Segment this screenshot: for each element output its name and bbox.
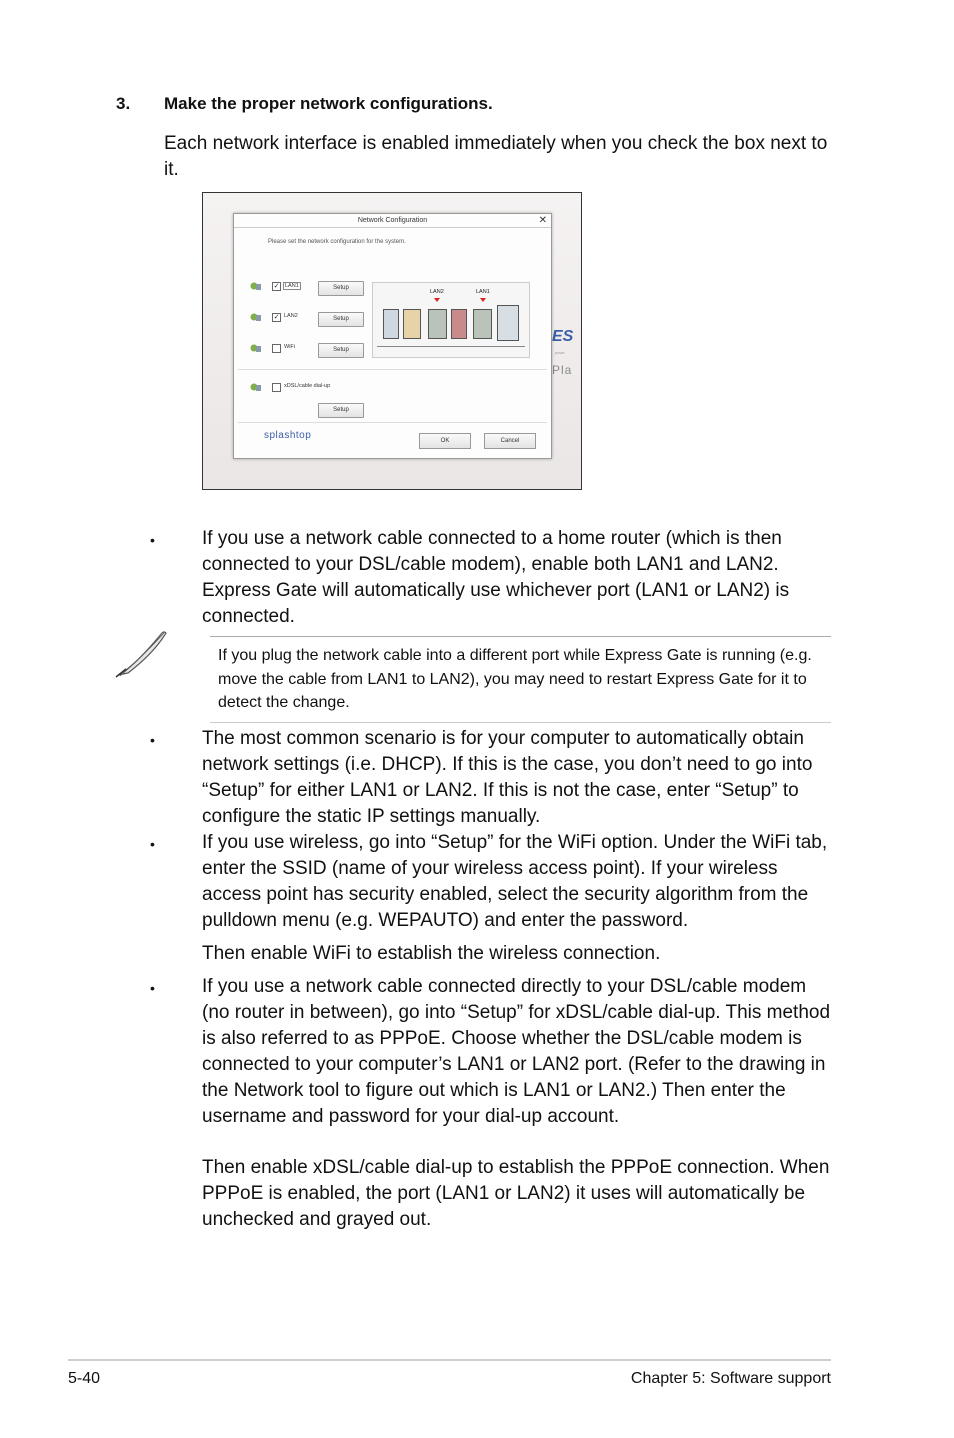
network-icon — [250, 281, 261, 291]
lan1-checkbox[interactable] — [272, 282, 281, 291]
side-brand-platform: Pla — [552, 363, 573, 377]
step-title: Make the proper network configurations. — [164, 94, 493, 113]
ok-button[interactable]: OK — [419, 433, 471, 449]
wifi-followup-text: Then enable WiFi to establish the wireless connection. — [202, 943, 661, 964]
lan2-label: LAN2 — [284, 313, 298, 319]
xdsl-label: xDSL/cable dial-up — [284, 383, 331, 389]
dialog-title: Network Configuration — [234, 214, 551, 228]
dialup-icon — [250, 382, 261, 392]
side-brand-sub: powe — [555, 350, 565, 355]
bullet-text: If you use wireless, go into “Setup” for the WiFi option. Under the WiFi tab, enter the SSID (name of your wireless access point). If your wireless access point has security enabled, select the security algorithm from the pulldown menu (e.g. WEPAUTO) and enter the password. — [202, 832, 828, 931]
arrow-down-icon — [480, 298, 486, 302]
note-border-top — [210, 636, 831, 637]
bullet-dot: • — [150, 532, 155, 548]
splashtop-logo: splashtop — [264, 430, 312, 441]
lan1-port-label: LAN1 — [476, 289, 490, 295]
page-number: 5-40 — [68, 1370, 101, 1387]
port-diagram — [372, 282, 530, 358]
bullet-dot: • — [150, 980, 155, 996]
wifi-label: WiFi — [284, 344, 295, 350]
pppoe-followup-text: Then enable xDSL/cable dial-up to establish the PPPoE connection. When PPPoE is enabled, the port (LAN1 or LAN2) it uses will automatically be unchecked and grayed out. — [202, 1157, 830, 1230]
side-brand-logo: ES — [552, 328, 574, 345]
lan1-label: LAN1 — [285, 283, 299, 289]
xdsl-checkbox[interactable] — [272, 383, 281, 392]
network-icon — [250, 312, 261, 322]
ps2-port-icon — [403, 309, 421, 339]
bullet-text: The most common scenario is for your computer to automatically obtain network settings (i.e. DHCP). If this is the case, you don’t need to go into “Setup” for either LAN1 or LAN2. If this is not the case, enter “Setup” to configure the static IP settings manually. — [202, 728, 813, 827]
divider — [238, 422, 547, 423]
cancel-button[interactable]: Cancel — [484, 433, 536, 449]
close-icon[interactable]: ✕ — [538, 215, 547, 226]
dialog-message: Please set the network configuration for the system. — [268, 239, 406, 245]
esata-port-icon — [451, 309, 467, 339]
wifi-setup-button[interactable]: Setup — [318, 343, 364, 358]
note-feather-icon — [114, 629, 170, 679]
chapter-title: Chapter 5: Software support — [630, 1370, 831, 1387]
lan2-port-icon — [428, 309, 447, 339]
network-config-dialog — [233, 213, 552, 459]
bullet-dot: • — [150, 732, 155, 748]
panel-divider — [377, 346, 525, 347]
network-config-screenshot — [202, 192, 582, 490]
note-text: If you plug the network cable into a different port while Express Gate is running (e.g. move the cable from LAN1 to LAN2), you may need to restart Express Gate for it to detect the change. — [218, 647, 812, 711]
footer-divider — [68, 1359, 831, 1361]
wifi-icon — [250, 343, 261, 353]
lan1-port-icon — [473, 309, 492, 339]
bullet-dot: • — [150, 836, 155, 852]
lan1-setup-button[interactable]: Setup — [318, 281, 364, 296]
note-border-bottom — [210, 722, 831, 723]
step-number: 3. — [116, 94, 131, 113]
bullet-text: If you use a network cable connected to a home router (which is then connected to your DSL/cable modem), enable both LAN1 and LAN2. Express Gate will automatically use whichever port (LAN1 or LAN2) is connected. — [202, 528, 790, 627]
arrow-down-icon — [434, 298, 440, 302]
divider — [238, 369, 547, 370]
lan2-port-label: LAN2 — [430, 289, 444, 295]
lan2-checkbox[interactable] — [272, 313, 281, 322]
checkmark-icon: ✓ — [273, 314, 280, 321]
xdsl-setup-button[interactable]: Setup — [318, 403, 364, 418]
lan2-setup-button[interactable]: Setup — [318, 312, 364, 327]
usb-port-icon — [383, 309, 399, 339]
step-intro: Each network interface is enabled immediately when you check the box next to it. — [164, 133, 828, 180]
wifi-checkbox[interactable] — [272, 344, 281, 353]
checkmark-icon: ✓ — [273, 283, 280, 290]
audio-port-icon — [497, 305, 519, 341]
bullet-text: If you use a network cable connected directly to your DSL/cable modem (no router in between), go into “Setup” for xDSL/cable dial-up. This method is also referred to as PPPoE. Choose whether the DSL/cable modem is connected to your computer’s LAN1 or LAN2 port. (Refer to the drawing in the Network tool to figure out which is LAN1 or LAN2.) Then enter the username and password for your dial-up account. — [202, 976, 831, 1127]
